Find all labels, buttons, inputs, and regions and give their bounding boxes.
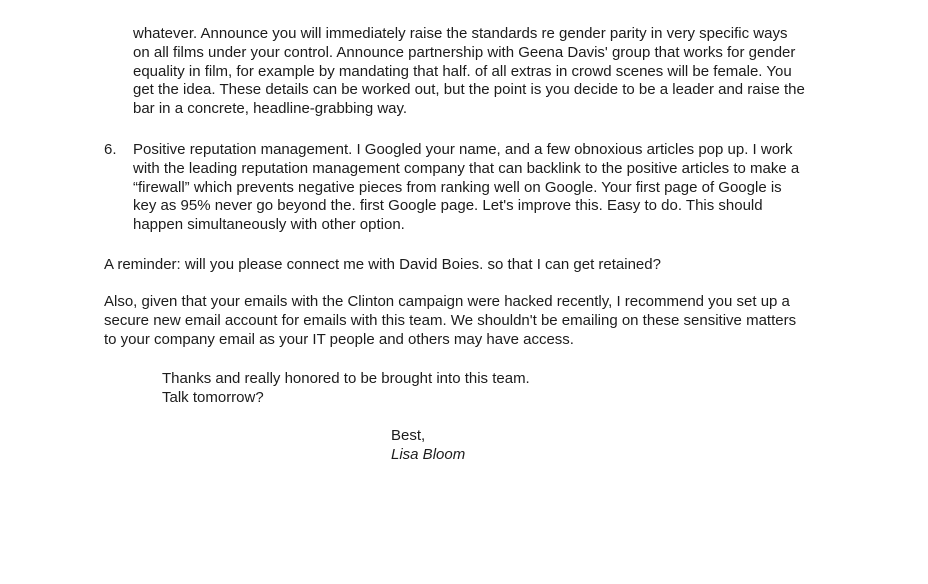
- paragraph-line: Thanks and really honored to be brought into this team.: [162, 370, 530, 387]
- item-number: 6.: [104, 141, 117, 158]
- paragraph-line: Talk tomorrow?: [162, 388, 264, 406]
- continuation-paragraph: [133, 25, 805, 119]
- paragraph-line: Also, given that your emails with the Clinton campaign were hacked recently, I recommend you set up a: [104, 293, 790, 310]
- salutation: Best,: [391, 427, 426, 444]
- item-body: [133, 141, 799, 235]
- paragraph-line: get the idea. These details can be worked out, but the point is you decide to be a leader and raise the: [133, 81, 805, 99]
- paragraph-line: “firewall” which prevents negative pieces from ranking well on Google. Your first page of Google is: [133, 178, 782, 196]
- email-security-paragraph: [104, 293, 796, 349]
- paragraph-line: with the leading reputation management company that can backlink to the positive articles to make a: [133, 159, 800, 177]
- signature-name: Lisa Bloom: [391, 445, 466, 463]
- reminder-paragraph: [104, 256, 661, 275]
- paragraph-line: equality in film, for example by mandating that half. of all extras in crowd scenes will be female. You: [133, 62, 792, 80]
- closing-paragraph: [162, 370, 530, 408]
- paragraph-line: to your company email as your IT people and others may have access.: [104, 330, 574, 348]
- paragraph-line: whatever. Announce you will immediately raise the standards re gender parity in very specific ways: [133, 25, 788, 42]
- paragraph-line: secure new email account for emails with this team. We shouldn't be emailing on these sensitive matters: [104, 311, 797, 329]
- paragraph-line: key as 95% never go beyond the. first Google page. Let's improve this. Easy to do. This should: [133, 197, 763, 215]
- paragraph-line: Positive reputation management. I Googled your name, and a few obnoxious articles pop up. I work: [133, 141, 793, 158]
- signoff-block: [391, 427, 465, 465]
- paragraph-line: A reminder: will you please connect me with David Boies. so that I can get retained?: [104, 256, 661, 273]
- paragraph-line: bar in a concrete, headline-grabbing way.: [133, 100, 408, 118]
- paragraph-line: on all films under your control. Announce partnership with Geena Davis' group that works for gender: [133, 43, 796, 61]
- paragraph-line: happen simultaneously with other option.: [133, 216, 405, 234]
